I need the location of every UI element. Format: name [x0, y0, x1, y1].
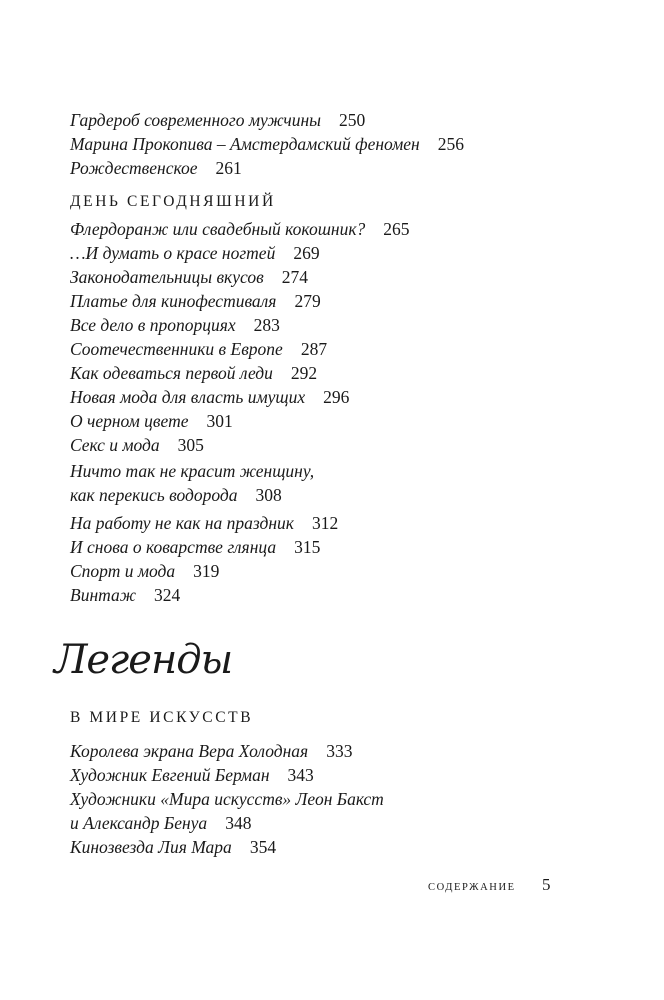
entry-page: 296 — [323, 387, 350, 407]
toc-entry — [70, 409, 590, 433]
entry-page: 343 — [287, 765, 314, 785]
entry-page: 354 — [249, 837, 277, 857]
toc-entry — [70, 241, 590, 265]
entry-title: Как одеваться первой леди — [70, 363, 273, 383]
toc-entry — [70, 583, 590, 607]
section-heading-art: В МИРЕ ИСКУССТВ — [70, 709, 254, 726]
part-title-text: Легенды — [54, 637, 233, 683]
entry-title: Художник Евгений Берман — [70, 765, 270, 785]
entry-page: 305 — [177, 435, 204, 455]
entry-title: Все дело в пропорциях — [70, 315, 236, 335]
entry-page: 333 — [326, 741, 353, 761]
entry-page: 274 — [281, 267, 308, 287]
toc-entry — [70, 535, 590, 559]
page-number: 5 — [542, 875, 551, 894]
entry-page: 265 — [383, 219, 410, 239]
table-of-contents — [54, 108, 590, 859]
toc-entry — [70, 313, 590, 337]
toc-entry — [70, 217, 590, 241]
entry-title: На работу не как на праздник — [70, 513, 294, 533]
toc-entry — [70, 739, 590, 763]
toc-entry — [70, 265, 590, 289]
entry-page: 319 — [193, 561, 220, 581]
entry-page: 250 — [339, 110, 366, 130]
entry-title: Марина Прокопива – Амстердамский феномен — [70, 134, 420, 154]
toc-top-block — [70, 108, 590, 180]
entry-page: 308 — [255, 485, 282, 505]
entry-page: 287 — [300, 339, 328, 359]
entry-title: Законодательницы вкусов — [70, 267, 264, 287]
toc-entry — [70, 559, 590, 583]
entry-page: 301 — [206, 411, 233, 431]
section-heading-today: ДЕНЬ СЕГОДНЯШНИЙ — [70, 193, 276, 210]
entry-title-line1: Ничто так не красит женщину, — [70, 461, 315, 481]
running-head: СОДЕРЖАНИЕ — [428, 882, 516, 893]
entry-title: Новая мода для власть имущих — [70, 387, 306, 407]
entry-title: Секс и мода — [70, 435, 160, 455]
entry-title: Рождественское — [70, 158, 198, 178]
toc-entry — [70, 361, 590, 385]
entry-title: Винтаж — [70, 585, 137, 605]
entry-title: Платье для кинофестиваля — [70, 291, 277, 311]
entry-page: 279 — [294, 291, 321, 311]
entry-page: 283 — [253, 315, 280, 335]
entry-title: Флердоранж или свадебный кокошник? — [70, 219, 366, 239]
entry-title-line2: и Александр Бенуа — [70, 813, 208, 833]
part-title-legends — [48, 625, 590, 699]
entry-page: 256 — [437, 134, 464, 154]
entry-title: …И думать о красе ногтей — [70, 243, 276, 263]
entry-title: Спорт и мода — [70, 561, 176, 581]
entry-page: 261 — [215, 158, 242, 178]
entry-page: 324 — [154, 585, 181, 605]
toc-entry — [70, 433, 590, 457]
toc-entry — [70, 156, 590, 180]
toc-entry — [70, 132, 590, 156]
entry-title-line2: как перекись водорода — [70, 485, 238, 505]
toc-art-block — [70, 739, 590, 859]
entry-page: 269 — [293, 243, 320, 263]
entry-title: И снова о коварстве глянца — [70, 537, 277, 557]
entry-page: 312 — [311, 513, 339, 533]
entry-title: Соотечественники в Европе — [70, 339, 283, 359]
entry-page: 292 — [290, 363, 318, 383]
toc-entry — [70, 385, 590, 409]
toc-entry — [70, 289, 590, 313]
toc-entry — [70, 511, 590, 535]
toc-entry — [70, 763, 590, 787]
toc-entry-two-line — [70, 459, 590, 507]
toc-entry-two-line — [70, 787, 590, 835]
entry-title: О черном цвете — [70, 411, 189, 431]
entry-title-line1: Художники «Мира искусств» Леон Бакст — [70, 789, 384, 809]
toc-entry — [70, 108, 590, 132]
toc-entry — [70, 337, 590, 361]
entry-title: Кинозвезда Лия Мара — [70, 837, 232, 857]
entry-title: Королева экрана Вера Холодная — [70, 741, 309, 761]
entry-page: 315 — [294, 537, 321, 557]
entry-title: Гардероб современного мужчины — [70, 110, 322, 130]
calligraphic-part-title — [48, 625, 248, 699]
toc-today-block — [70, 217, 590, 607]
toc-entry — [70, 835, 590, 859]
entry-page: 348 — [225, 813, 252, 833]
